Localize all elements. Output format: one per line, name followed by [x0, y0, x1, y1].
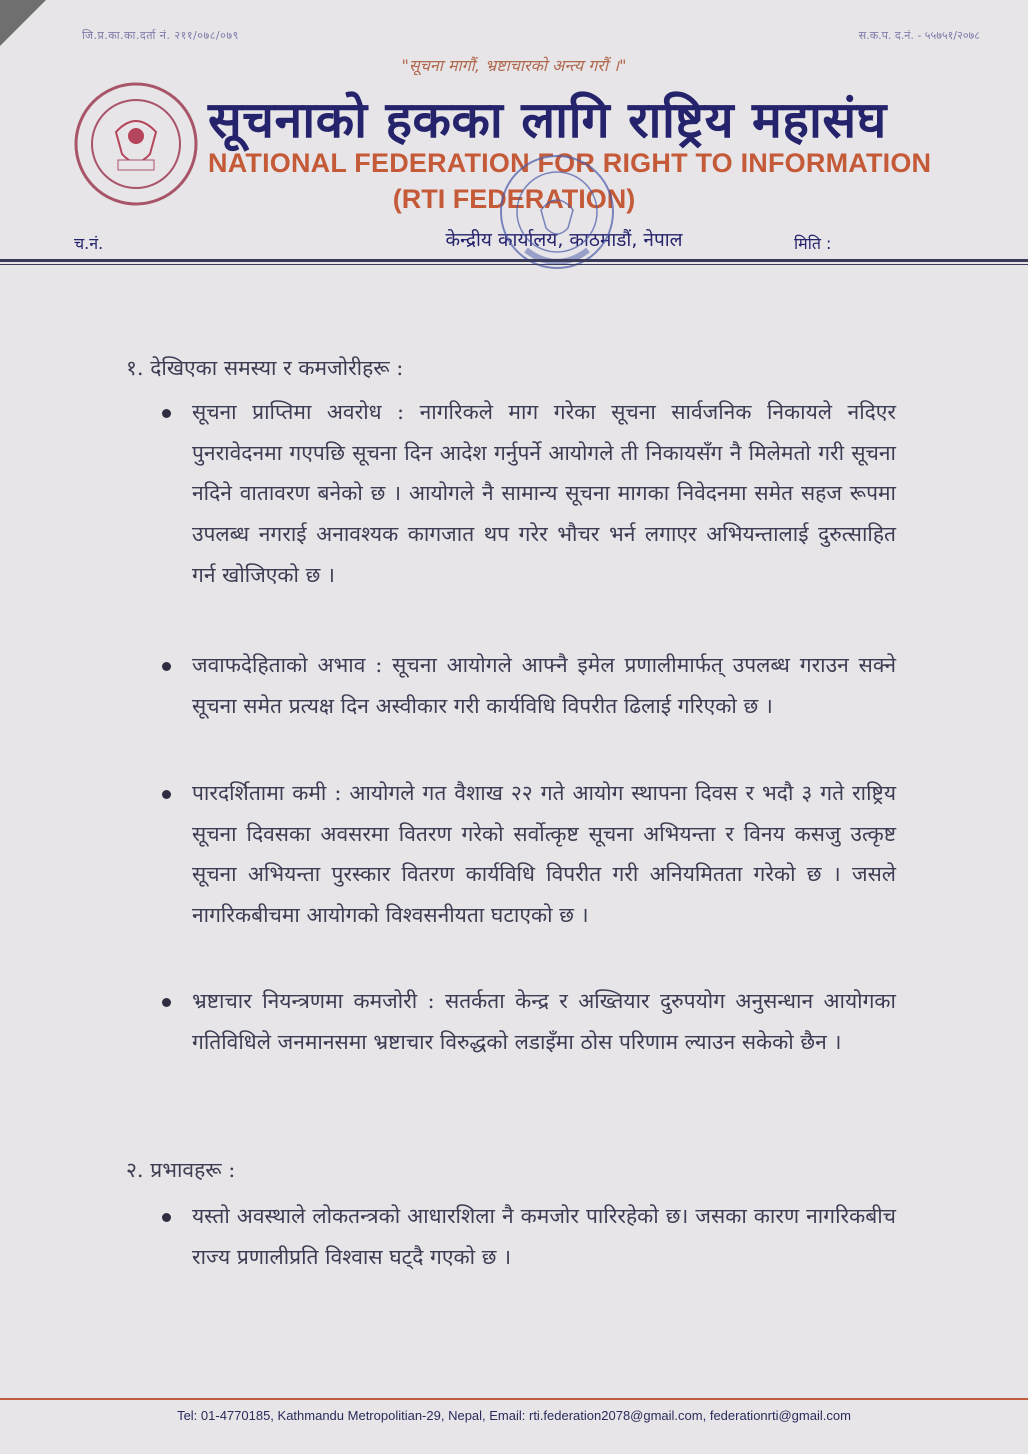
date-label: मिति :: [794, 234, 832, 253]
pan-number: स.क.प. द.नं. - ५५७५१/२०७८: [858, 29, 980, 42]
org-name-nepali: सूचनाको हकका लागि राष्ट्रिय महासंघ: [208, 90, 887, 149]
org-name-english: NATIONAL FEDERATION FOR RIGHT TO INFORMATION: [208, 148, 932, 178]
header-divider-thin: [0, 264, 1028, 265]
bullet-paragraph-accountability: जवाफदेहिताको अभाव : सूचना आयोगले आफ्नै इमेल प्रणालीमार्फत् उपलब्ध गराउन सक्ने सूचना समेत प्रत्यक्ष दिन अस्वीकार गरी कार्यविधि विपरीत ढिलाई गरिएको छ ।: [192, 653, 896, 718]
folded-corner: [0, 0, 46, 46]
bullet-marker: [162, 790, 171, 799]
bullet-marker: [162, 662, 171, 671]
registration-number: जि.प्र.का.का.दर्ता नं. २११/०७८/०७९: [82, 29, 239, 42]
office-address: केन्द्रीय कार्यालय, काठमाडौं, नेपाल: [445, 229, 683, 251]
section-heading-problems: १. देखिएका समस्या र कमजोरीहरू :: [126, 356, 404, 380]
footer-divider: [0, 1398, 1028, 1400]
bullet-paragraph-access: सूचना प्राप्तिमा अवरोध : नागरिकले माग गरेका सूचना सार्वजनिक निकायले नदिएर पुनरावेदनमा गएपछि सूचना दिन आदेश गर्नुपर्ने आयोगले ती निकायसँग नै मिलेमतो गरी सूचना नदिने वातावरण बनेको छ । आयोगले नै सामान्य सूचना मागका निवेदनमा समेत सहज रूपमा उपलब्ध नगराई अनावश्यक कागजात थप गरेर भौचर भर्न लगाएर अभियन्तालाई दुरुत्साहित गर्न खोजिएको छ ।: [192, 400, 896, 587]
bullet-paragraph-corruption: भ्रष्टाचार नियन्त्रणमा कमजोरी : सतर्कता केन्द्र र अख्तियार दुरुपयोग अनुसन्धान आयोगका गतिविधिले जनमानसमा भ्रष्टाचार विरुद्धको लडाइँमा ठोस परिणाम ल्याउन सकेको छैन ।: [192, 989, 896, 1054]
org-short-name: (RTI FEDERATION): [392, 184, 636, 214]
bullet-marker: [162, 409, 171, 418]
bullet-paragraph-democracy: यस्तो अवस्थाले लोकतन्त्रको आधारशिला नै कमजोर पारिरहेको छ। जसका कारण नागरिकबीच राज्य प्रणालीप्रति विश्वास घट्दै गएको छ ।: [192, 1204, 896, 1269]
bullet-paragraph-transparency: पारदर्शितामा कमी : आयोगले गत वैशाख २२ गते आयोग स्थापना दिवस र भदौ ३ गते राष्ट्रिय सूचना दिवसका अवसरमा वितरण गरेको सर्वोत्कृष्ट सूचना अभियन्ता र विनय कसजु उत्कृष्ट सूचना अभियन्ता पुरस्कार वितरण कार्यविधि विपरीत गरी अनियमितता गरेको छ । जसले नागरिकबीचमा आयोगको विश्वसनीयता घटाएको छ ।: [192, 781, 896, 928]
header-divider: [0, 259, 1028, 262]
motto: "सूचना मागौं, भ्रष्टाचारको अन्त्य गरौं ।": [401, 56, 627, 75]
bullet-marker: [162, 1213, 171, 1222]
bullet-marker: [162, 998, 171, 1007]
footer-contact: Tel: 01-4770185, Kathmandu Metropolitian-29, Nepal, Email: rti.federation2078@gmail.com, federationrti@gmail.com: [177, 1408, 851, 1423]
reference-number-label: च.नं.: [74, 234, 104, 253]
section-heading-effects: २. प्रभावहरू :: [126, 1158, 236, 1182]
